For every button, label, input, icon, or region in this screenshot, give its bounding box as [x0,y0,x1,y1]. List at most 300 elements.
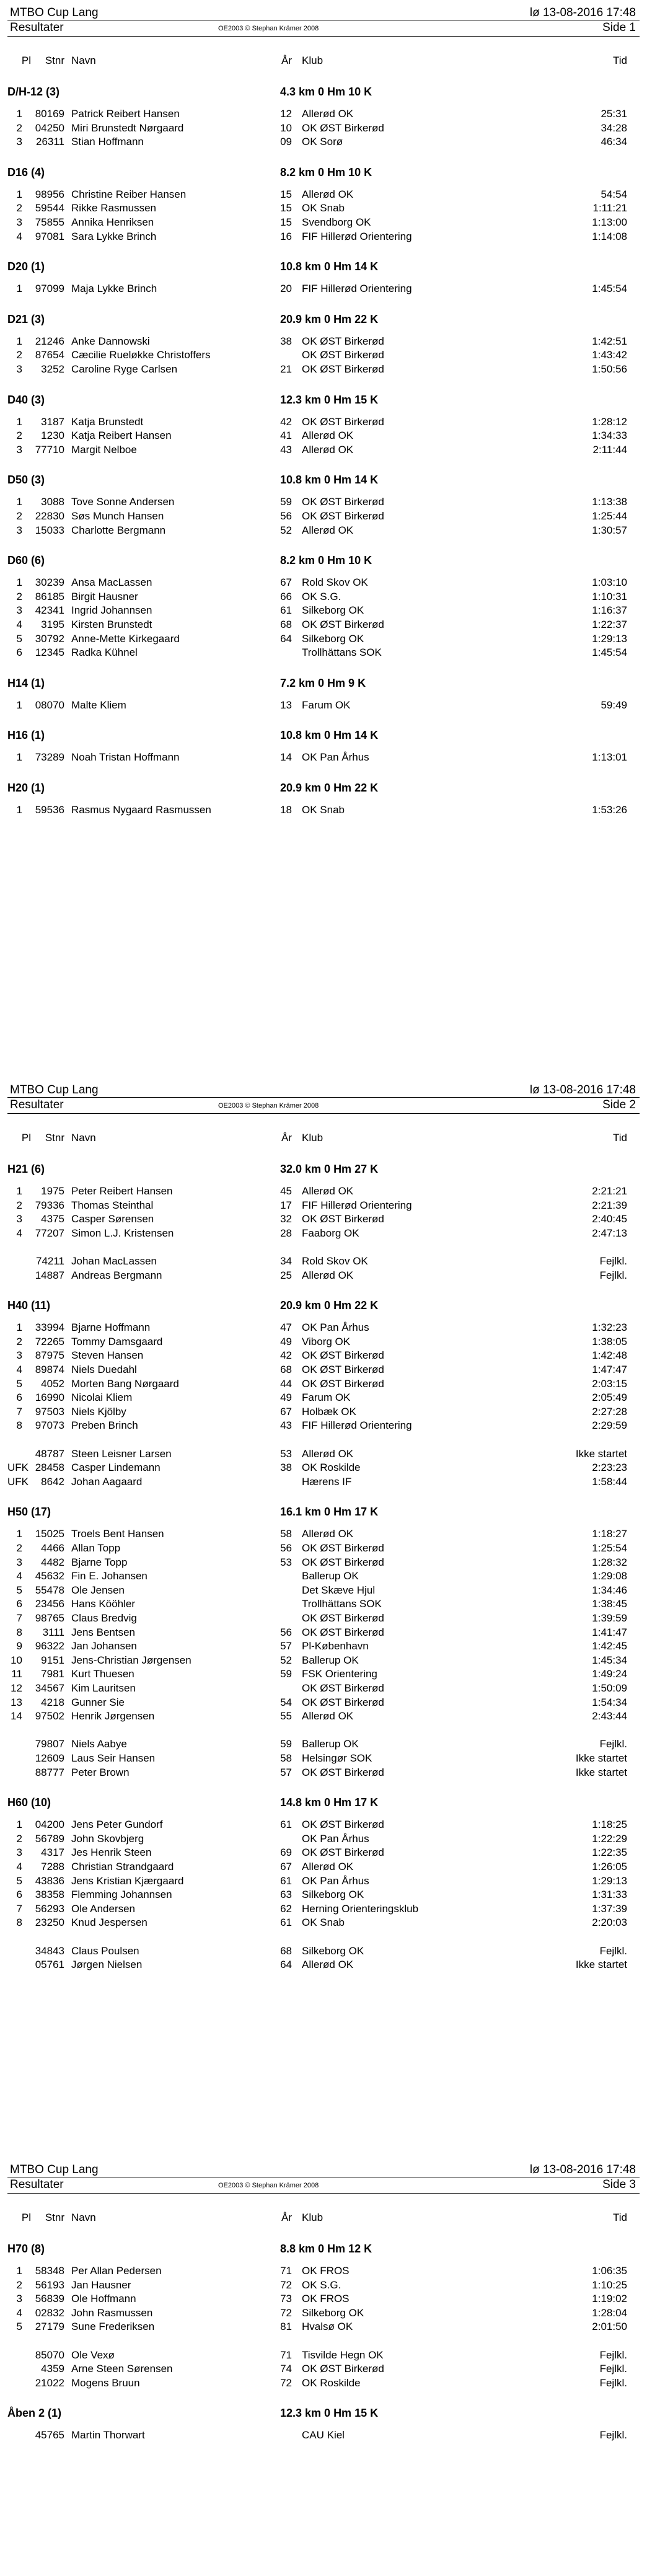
club: OK S.G. [302,590,341,602]
column-header-aar: År [281,55,292,66]
column-header-klub: Klub [302,2212,324,2223]
time: 1:29:08 [592,1570,627,1582]
result-row [7,1945,640,1959]
runner-name: Claus Bredvig [71,1612,137,1624]
start-number: 98956 [35,188,64,200]
time: 1:11:21 [592,202,627,214]
start-number: 1975 [41,1185,64,1197]
club: OK Snab [302,1917,345,1929]
class-name: H14 (1) [7,676,45,689]
club: Allerød OK [302,1528,354,1540]
placement: 8 [16,1419,22,1432]
report-title: MTBO Cup Lang [10,6,99,19]
runner-name: Ole Jensen [71,1584,125,1596]
birth-year: 58 [280,1528,292,1540]
birth-year: 43 [280,443,292,456]
birth-year: 15 [280,216,292,228]
time: 1:10:25 [592,2278,627,2291]
column-header-pl: Pl [21,55,31,66]
runner-name: Christian Strandgaard [71,1861,174,1872]
club: Allerød OK [302,430,354,442]
birth-year: 64 [280,1959,292,1971]
placement: UFK [7,1462,29,1474]
placement: 13 [11,1696,22,1708]
time: 1:30:57 [592,524,627,536]
time: 1:49:24 [592,1668,627,1680]
time: 1:41:47 [592,1626,627,1638]
report-subtitle: Resultater [10,1098,64,1111]
start-number: 4218 [41,1696,64,1708]
result-row [7,1767,640,1780]
birth-year: 58 [280,1752,292,1764]
runner-name: John Skovbjerg [71,1832,144,1845]
runner-name: Katja Brunstedt [71,415,144,428]
start-number: 74211 [35,1255,64,1267]
time: 1:53:26 [592,804,627,816]
start-number: 97503 [35,1405,64,1418]
placement: 3 [16,136,22,148]
club: Allerød OK [302,1710,354,1722]
club: OK ØST Birkerød [302,1213,384,1225]
page-header [7,1083,640,1127]
placement: 1 [16,1819,22,1831]
runner-name: Bjarne Hoffmann [71,1321,151,1334]
result-row [7,1917,640,1930]
club: Allerød OK [302,1185,354,1197]
result-row [7,1640,640,1654]
start-number: 33994 [35,1321,64,1334]
time: 1:03:10 [592,576,627,589]
class-name: H16 (1) [7,729,45,742]
column-header-aar: År [281,1132,292,1144]
class-course-info: 10.8 km 0 Hm 14 K [280,260,379,273]
time: 1:19:02 [592,2293,627,2305]
runner-name: Ole Vexø [71,2349,115,2361]
runner-name: Sune Frederiksen [71,2321,155,2333]
birth-year: 54 [280,1696,292,1708]
start-number: 43836 [35,1874,64,1887]
runner-name: Jan Johansen [71,1640,137,1652]
start-number: 21246 [35,335,64,347]
start-number: 56293 [35,1902,64,1915]
result-row [7,1626,640,1640]
runner-name: Troels Bent Hansen [71,1528,164,1540]
start-number: 80169 [35,108,64,120]
start-number: 15025 [35,1528,64,1540]
club: Allerød OK [302,1861,354,1872]
placement: 1 [16,283,22,295]
birth-year: 18 [280,804,292,816]
result-row [7,576,640,590]
start-number: 3187 [41,415,64,428]
class-course-info: 20.9 km 0 Hm 22 K [280,1299,379,1312]
placement: 2 [16,202,22,214]
birth-year: 56 [280,1542,292,1554]
time: 1:34:46 [592,1584,627,1596]
birth-year: 61 [280,604,292,617]
placement: 3 [16,1556,22,1568]
report-date: lø 13-08-2016 17:48 [529,2163,636,2176]
class-course-info: 10.8 km 0 Hm 14 K [280,729,379,742]
club: OK ØST Birkerød [302,1542,384,1554]
start-number: 4052 [41,1377,64,1390]
result-row [7,122,640,136]
result-row [7,430,640,443]
time: 1:22:29 [592,1832,627,1845]
start-number: 4482 [41,1556,64,1568]
placement: 10 [11,1654,22,1666]
runner-name: Noah Tristan Hoffmann [71,751,180,764]
club: OK S.G. [302,2278,341,2291]
result-row [7,363,640,377]
result-row [7,349,640,363]
result-row [7,1556,640,1570]
runner-name: John Rasmussen [71,2306,153,2319]
time: Ikke startet [575,1959,627,1971]
runner-name: Kim Lauritsen [71,1682,136,1694]
club: FIF Hillerød Orientering [302,283,412,295]
birth-year: 66 [280,590,292,602]
club: Faaborg OK [302,1227,359,1239]
result-row [7,1903,640,1917]
result-row [7,2377,640,2391]
club: Trollhättans SOK [302,1598,382,1610]
time: Fejlkl. [599,1944,627,1957]
time: 1:28:04 [592,2306,627,2319]
start-number: 8642 [41,1475,64,1488]
result-row [7,1612,640,1626]
club: OK ØST Birkerød [302,349,384,361]
time: 1:37:39 [592,1902,627,1915]
birth-year: 15 [280,202,292,214]
club: OK ØST Birkerød [302,2363,384,2375]
club: OK ØST Birkerød [302,1377,384,1390]
runner-name: Simon L.J. Kristensen [71,1227,174,1239]
runner-name: Arne Steen Sørensen [71,2363,173,2375]
runner-name: Katja Reibert Hansen [71,430,172,442]
birth-year: 57 [280,1766,292,1778]
birth-year: 13 [280,699,292,711]
runner-name: Morten Bang Nørgaard [71,1377,179,1390]
result-row [7,1819,640,1832]
result-row [7,1598,640,1612]
placement: 8 [16,1626,22,1638]
club: Allerød OK [302,1959,354,1971]
placement: 4 [16,1861,22,1872]
runner-name: Kurt Thuesen [71,1668,134,1680]
result-row [7,1696,640,1710]
result-row [7,1752,640,1766]
time: 1:13:38 [592,496,627,508]
placement: 1 [16,751,22,764]
birth-year: 09 [280,136,292,148]
birth-year: 53 [280,1556,292,1568]
start-number: 59544 [35,202,64,214]
birth-year: 41 [280,430,292,442]
header-rule [7,1097,640,1098]
runner-name: Casper Sørensen [71,1213,154,1225]
class-course-info: 32.0 km 0 Hm 27 K [280,1163,379,1175]
placement: 6 [16,1889,22,1901]
start-number: 3195 [41,619,64,630]
start-number: 87654 [35,349,64,361]
start-number: 73289 [35,751,64,764]
header-rule [7,1113,640,1114]
runner-name: Steven Hansen [71,1349,144,1362]
start-number: 97073 [35,1419,64,1432]
club: OK ØST Birkerød [302,1612,384,1624]
class-name: D60 (6) [7,554,45,567]
start-number: 3252 [41,363,64,375]
club: OK ØST Birkerød [302,1696,384,1708]
start-number: 59536 [35,804,64,816]
result-row [7,1213,640,1227]
runner-name: Maja Lykke Brinch [71,283,157,295]
result-row [7,1738,640,1752]
start-number: 87975 [35,1349,64,1362]
time: 46:34 [601,136,627,148]
class-name: H40 (11) [7,1299,51,1312]
birth-year: 73 [280,2293,292,2305]
placement: 3 [16,1349,22,1362]
placement: 2 [16,1542,22,1554]
time: 2:11:44 [592,443,627,456]
club: OK Sorø [302,136,343,148]
time: 1:29:13 [592,632,627,645]
runner-name: Radka Kühnel [71,646,138,659]
club: Hærens IF [302,1475,352,1488]
time: 1:45:54 [592,283,627,295]
birth-year: 32 [280,1213,292,1225]
runner-name: Kirsten Brunstedt [71,619,152,630]
runner-name: Ole Hoffmann [71,2293,136,2305]
result-row [7,1321,640,1335]
class-course-info: 4.3 km 0 Hm 10 K [280,86,372,98]
birth-year: 20 [280,283,292,295]
birth-year: 72 [280,2306,292,2319]
time: Fejlkl. [599,1738,627,1750]
club: FIF Hillerød Orientering [302,230,412,242]
result-row [7,1199,640,1213]
column-header-navn: Navn [71,55,96,66]
club: Helsingør SOK [302,1752,372,1764]
club: OK ØST Birkerød [302,510,384,522]
placement: 1 [16,108,22,120]
result-row [7,1833,640,1846]
birth-year: 67 [280,1861,292,1872]
report-subtitle: Resultater [10,2178,64,2191]
birth-year: 72 [280,2278,292,2291]
runner-name: Rasmus Nygaard Rasmussen [71,804,211,816]
birth-year: 49 [280,1335,292,1348]
class-course-info: 14.8 km 0 Hm 17 K [280,1796,379,1809]
time: Ikke startet [575,1766,627,1778]
birth-year: 72 [280,2376,292,2389]
club: Viborg OK [302,1335,351,1348]
start-number: 1230 [41,430,64,442]
result-row [7,136,640,149]
club: Svendborg OK [302,216,371,228]
result-row [7,108,640,121]
start-number: 79807 [35,1738,64,1750]
runner-name: Tove Sonne Andersen [71,496,175,508]
start-number: 4359 [41,2363,64,2375]
birth-year: 16 [280,230,292,242]
club: Silkeborg OK [302,604,364,617]
runner-name: Peter Reibert Hansen [71,1185,173,1197]
runner-name: Laus Seir Hansen [71,1752,156,1764]
column-header-row [7,2212,640,2225]
time: 59:49 [601,699,627,711]
placement: 3 [16,216,22,228]
result-row [7,751,640,765]
runner-name: Steen Leisner Larsen [71,1447,172,1460]
runner-name: Tommy Damsgaard [71,1335,163,1348]
time: 1:22:35 [592,1846,627,1859]
club: OK ØST Birkerød [302,1682,384,1694]
birth-year: 56 [280,510,292,522]
club: OK Roskilde [302,2376,361,2389]
time: 1:16:37 [592,604,627,617]
runner-name: Jørgen Nielsen [71,1959,143,1971]
birth-year: 57 [280,1640,292,1652]
class-name: D20 (1) [7,260,45,273]
birth-year: 14 [280,751,292,764]
start-number: 45765 [35,2429,64,2441]
page-number: Side 1 [602,21,636,34]
placement: 6 [16,1598,22,1610]
start-number: 88777 [35,1766,64,1778]
placement: 5 [16,2321,22,2333]
placement: 5 [16,1874,22,1887]
start-number: 34843 [35,1944,64,1957]
runner-name: Fin E. Johansen [71,1570,147,1582]
time: 1:25:44 [592,510,627,522]
runner-name: Birgit Hausner [71,590,138,602]
column-header-navn: Navn [71,1132,96,1144]
result-row [7,444,640,457]
runner-name: Jes Henrik Steen [71,1846,152,1859]
runner-name: Henrik Jørgensen [71,1710,155,1722]
class-name: H20 (1) [7,782,45,794]
club: OK ØST Birkerød [302,1819,384,1831]
club: OK ØST Birkerød [302,496,384,508]
time: 1:28:32 [592,1556,627,1568]
start-number: 97099 [35,283,64,295]
birth-year: 25 [280,1269,292,1281]
club: OK ØST Birkerød [302,619,384,630]
club: FIF Hillerød Orientering [302,1199,412,1211]
copyright-note: OE2003 © Stephan Krämer 2008 [218,25,319,32]
placement: 1 [16,2265,22,2277]
result-row [7,1668,640,1682]
club: OK ØST Birkerød [302,363,384,375]
result-row [7,283,640,296]
club: Allerød OK [302,1269,354,1281]
time: 2:43:44 [592,1710,627,1722]
result-row [7,591,640,604]
club: OK ØST Birkerød [302,121,384,134]
runner-name: Charlotte Bergmann [71,524,166,536]
club: Allerød OK [302,108,354,120]
result-row [7,1570,640,1584]
class-course-info: 7.2 km 0 Hm 9 K [280,676,366,689]
start-number: 98765 [35,1612,64,1624]
placement: 1 [16,576,22,589]
time: 1:28:12 [592,415,627,428]
placement: 7 [16,1902,22,1915]
class-name: H70 (8) [7,2243,45,2255]
time: 2:40:45 [592,1213,627,1225]
time: 2:29:59 [592,1419,627,1432]
start-number: 22830 [35,510,64,522]
start-number: 45632 [35,1570,64,1582]
result-row [7,1364,640,1377]
placement: 1 [16,699,22,711]
runner-name: Søs Munch Hansen [71,510,164,522]
runner-name: Miri Brunstedt Nørgaard [71,121,184,134]
placement: 1 [16,1321,22,1334]
start-number: 04250 [35,121,64,134]
birth-year: 63 [280,1889,292,1901]
column-header-pl: Pl [21,1132,31,1144]
time: 1:32:23 [592,1321,627,1334]
club: Ballerup OK [302,1570,359,1582]
birth-year: 44 [280,1377,292,1390]
result-row [7,188,640,202]
placement: 3 [16,604,22,617]
time: Fejlkl. [599,2363,627,2375]
runner-name: Sara Lykke Brinch [71,230,157,242]
birth-year: 81 [280,2321,292,2333]
result-row [7,231,640,244]
placement: 11 [11,1668,22,1680]
runner-name: Preben Brinch [71,1419,138,1432]
result-row [7,619,640,632]
result-row [7,1269,640,1283]
runner-name: Stian Hoffmann [71,136,144,148]
runner-name: Ansa MacLassen [71,576,152,589]
column-header-klub: Klub [302,55,324,66]
runner-name: Ole Andersen [71,1902,136,1915]
time: 2:05:49 [592,1392,627,1404]
result-row [7,1419,640,1433]
result-row [7,1875,640,1889]
start-number: 3111 [42,1626,64,1638]
start-number: 15033 [35,524,64,536]
result-row [7,1710,640,1724]
placement: 2 [16,1335,22,1348]
time: 1:10:31 [592,590,627,602]
result-row [7,2307,640,2321]
club: OK Pan Århus [302,1832,369,1845]
time: 1:54:34 [592,1696,627,1708]
start-number: 38358 [35,1889,64,1901]
result-row [7,1959,640,1972]
birth-year: 28 [280,1227,292,1239]
result-row [7,1889,640,1902]
club: FIF Hillerød Orientering [302,1419,412,1432]
result-row [7,1861,640,1874]
club: Tisvilde Hegn OK [302,2349,384,2361]
placement: 12 [11,1682,22,1694]
runner-name: Patrick Reibert Hansen [71,108,180,120]
placement: 1 [16,496,22,508]
club: OK Pan Århus [302,1321,369,1334]
runner-name: Jan Hausner [71,2278,131,2291]
club: Hvalsø OK [302,2321,353,2333]
result-row [7,2429,640,2443]
